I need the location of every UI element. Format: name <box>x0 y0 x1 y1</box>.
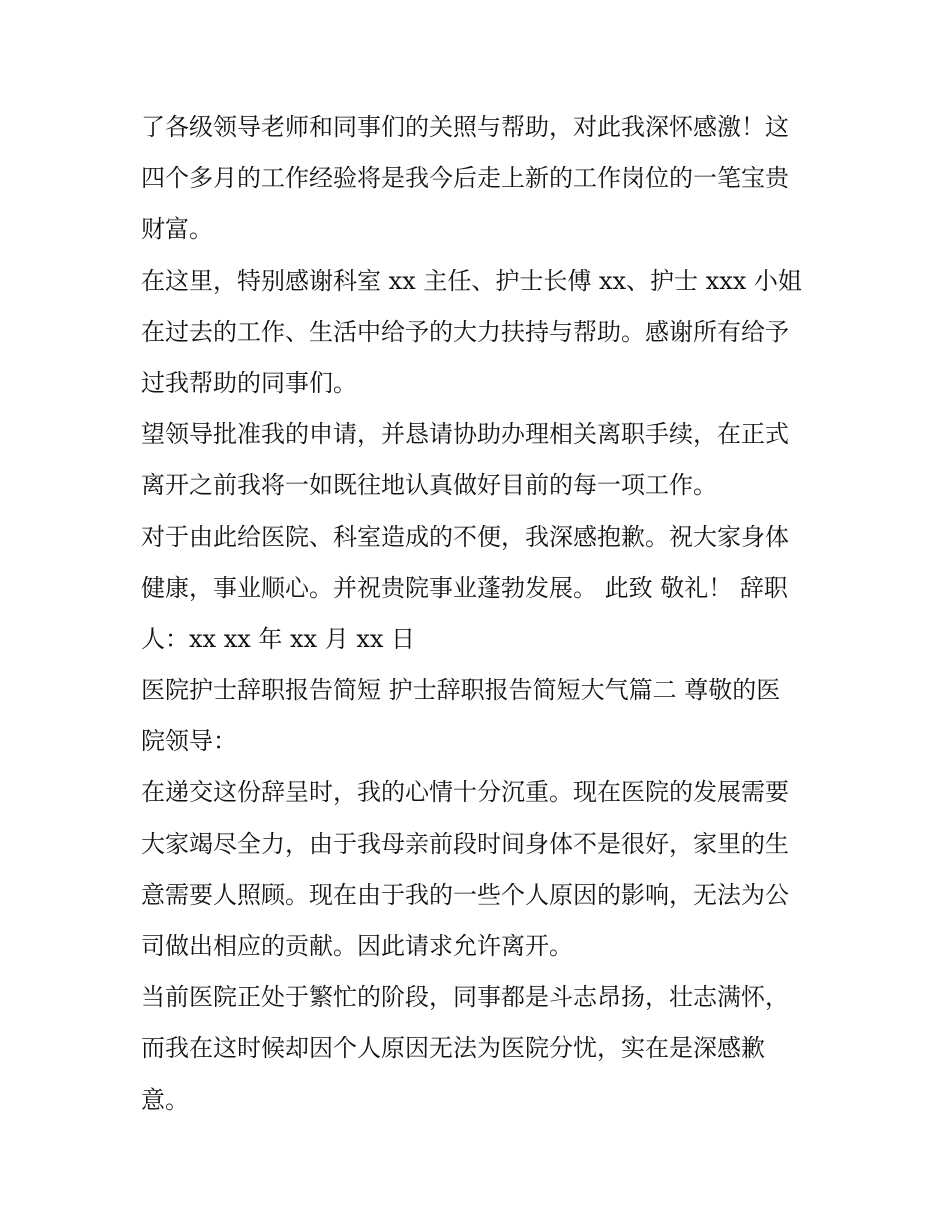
paragraph-request <box>141 409 821 511</box>
paragraph-closing <box>141 512 821 666</box>
text-line: 意。 <box>141 1085 189 1114</box>
paragraph-apology <box>141 972 821 1126</box>
text-line: 院领导： <box>141 727 237 756</box>
text-line: 在过去的工作、生活中给予的大力扶持与帮助。感谢所有给予 <box>141 317 789 346</box>
text-line: 人：xx xx 年 xx 月 xx 日 <box>141 624 416 653</box>
paragraph-reason <box>141 767 821 972</box>
text-line: 财富。 <box>141 215 213 244</box>
text-line: 望领导批准我的申请，并恳请协助办理相关离职手续，在正式 <box>141 420 789 449</box>
text-line: 对于由此给医院、科室造成的不便，我深感抱歉。祝大家身体 <box>141 522 789 551</box>
text-line: 过我帮助的同事们。 <box>141 368 357 397</box>
paragraph-thanks <box>141 256 821 410</box>
text-line: 医院护士辞职报告简短 护士辞职报告简短大气篇二 尊敬的医 <box>141 676 781 705</box>
document-body <box>141 102 821 1126</box>
text-line: 了各级领导老师和同事们的关照与帮助，对此我深怀感激！这 <box>141 113 789 141</box>
text-line: 健康，事业顺心。并祝贵院事业蓬勃发展。 此致 敬礼！ 辞职 <box>141 573 788 602</box>
text-line: 在递交这份辞呈时，我的心情十分沉重。现在医院的发展需要 <box>141 778 789 807</box>
text-line: 在这里，特别感谢科室 xx 主任、护士长傅 xx、护士 xxx 小姐 <box>141 266 802 295</box>
text-line: 四个多月的工作经验将是我今后走上新的工作岗位的一笔宝贵 <box>141 164 789 193</box>
text-line: 当前医院正处于繁忙的阶段，同事都是斗志昂扬，壮志满怀， <box>141 983 789 1012</box>
paragraph-gratitude <box>141 102 821 256</box>
paragraph-section-heading <box>141 665 821 767</box>
text-line: 大家竭尽全力，由于我母亲前段时间身体不是很好，家里的生 <box>141 829 789 858</box>
text-line: 意需要人照顾。现在由于我的一些个人原因的影响，无法为公 <box>141 880 789 909</box>
text-line: 司做出相应的贡献。因此请求允许离开。 <box>141 932 573 960</box>
text-line: 离开之前我将一如既往地认真做好目前的每一项工作。 <box>141 471 717 500</box>
text-line: 而我在这时候却因个人原因无法为医院分忧，实在是深感歉 <box>141 1034 765 1063</box>
